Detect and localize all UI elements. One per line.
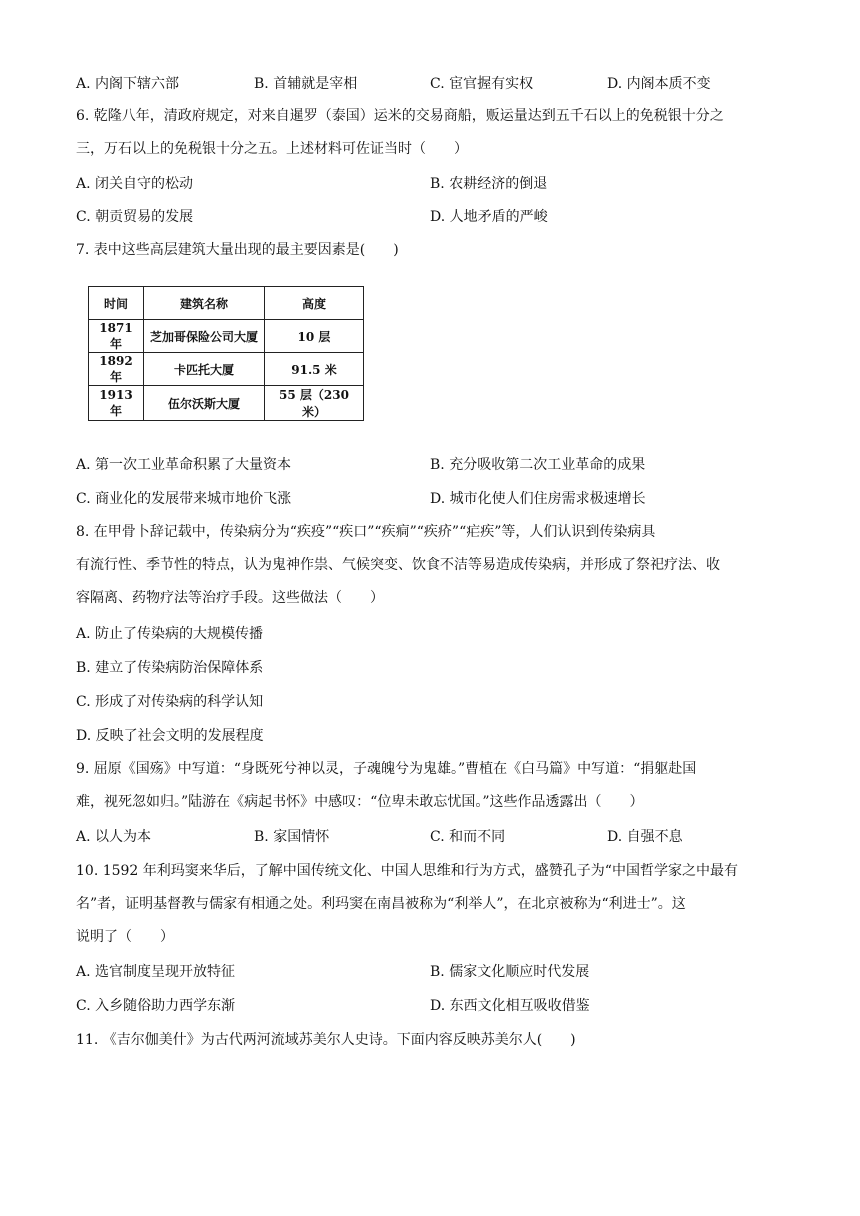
q6-stem-line-1: 6. 乾隆八年，清政府规定，对来自暹罗（泰国）运米的交易商船，贩运量达到五千石以上的免税银十分之 [76, 108, 724, 124]
q8-stem-line-3: 容隔离、药物疗法等治疗手段。这些做法（ ） [76, 590, 384, 606]
q5-option-d: D. 内阁本质不变 [607, 76, 711, 92]
q10-stem-line-1: 10. 1592 年利玛窦来华后，了解中国传统文化、中国人思维和行为方式，盛赞孔子为“中国哲学家之中最有 [76, 863, 738, 879]
q7-option-a: A. 第一次工业革命积累了大量资本 [76, 457, 292, 473]
q7-building-table [88, 286, 364, 421]
q6-stem-line-2: 三，万石以上的免税银十分之五。上述材料可佐证当时（ ） [76, 141, 468, 157]
q10-option-a: A. 选官制度呈现开放特征 [76, 964, 236, 980]
q10-option-d: D. 东西文化相互吸收借鉴 [430, 998, 590, 1014]
q5-option-c: C. 宦官握有实权 [430, 76, 534, 92]
table-header-cell: 建筑名称 [144, 287, 265, 320]
q10-option-c: C. 入乡随俗助力西学东渐 [76, 998, 236, 1014]
q9-option-c: C. 和而不同 [430, 829, 506, 845]
q5-option-a: A. 内阁下辖六部 [76, 76, 180, 92]
q6-option-c: C. 朝贡贸易的发展 [76, 209, 194, 225]
table-cell: 芝加哥保险公司大厦 [144, 320, 265, 353]
q6-stem [76, 100, 788, 166]
q10-stem-line-2: 名”者，证明基督教与儒家有相通之处。利玛窦在南昌被称为“利举人”，在北京被称为“利进士”。这 [76, 896, 686, 912]
q7-option-b: B. 充分吸收第二次工业革命的成果 [430, 457, 646, 473]
q8-option-b: B. 建立了传染病防治保障体系 [76, 660, 264, 676]
q10-stem [76, 855, 788, 954]
q8-option-c: C. 形成了对传染病的科学认知 [76, 694, 264, 710]
table-cell: 91.5 米 [265, 353, 364, 386]
q9-option-a: A. 以人为本 [76, 829, 152, 845]
table-header-cell: 时间 [89, 287, 144, 320]
table-cell: 1913 年 [89, 386, 144, 421]
table-row [89, 353, 364, 386]
q9-option-d: D. 自强不息 [607, 829, 683, 845]
q5-option-b: B. 首辅就是宰相 [254, 76, 358, 92]
q7-option-d: D. 城市化使人们住房需求极速增长 [430, 491, 646, 507]
q6-option-a: A. 闭关自守的松动 [76, 176, 194, 192]
table-cell: 55 层（230 米） [265, 386, 364, 421]
q6-option-d: D. 人地矛盾的严峻 [430, 209, 548, 225]
q9-option-b: B. 家国情怀 [254, 829, 330, 845]
q11-stem: 11. 《吉尔伽美什》为古代两河流域苏美尔人史诗。下面内容反映苏美尔人( ) [76, 1032, 576, 1048]
q9-stem-line-1: 9. 屈原《国殇》中写道：“身既死兮神以灵，子魂魄兮为鬼雄。”曹植在《白马篇》中写道：“捐躯赴国 [76, 761, 697, 777]
table-cell: 1892 年 [89, 353, 144, 386]
table-cell: 伍尔沃斯大厦 [144, 386, 265, 421]
table-header-row [89, 287, 364, 320]
q9-stem-line-2: 难，视死忽如归。”陆游在《病起书怀》中感叹：“位卑未敢忘忧国。”这些作品透露出（ ） [76, 794, 644, 810]
q8-stem-line-2: 有流行性、季节性的特点，认为鬼神作祟、气候突变、饮食不洁等易造成传染病，并形成了祭祀疗法、收 [76, 557, 720, 573]
table-row [89, 320, 364, 353]
table-row [89, 386, 364, 421]
q10-stem-line-3: 说明了（ ） [76, 929, 174, 945]
table-cell: 卡匹托大厦 [144, 353, 265, 386]
q7-stem: 7. 表中这些高层建筑大量出现的最主要因素是( ) [76, 242, 399, 258]
q6-option-b: B. 农耕经济的倒退 [430, 176, 548, 192]
q7-option-c: C. 商业化的发展带来城市地价飞涨 [76, 491, 292, 507]
table-cell: 10 层 [265, 320, 364, 353]
q8-stem-line-1: 8. 在甲骨卜辞记载中，传染病分为“疾疫”“疾口”“疾痌”“疾疥”“疟疾”等，人们认识到传染病具 [76, 524, 656, 540]
q8-option-d: D. 反映了社会文明的发展程度 [76, 728, 264, 744]
table-cell: 1871 年 [89, 320, 144, 353]
q9-stem [76, 753, 788, 819]
q8-stem [76, 516, 788, 615]
q8-option-a: A. 防止了传染病的大规模传播 [76, 626, 264, 642]
table-header-cell: 高度 [265, 287, 364, 320]
q10-option-b: B. 儒家文化顺应时代发展 [430, 964, 590, 980]
